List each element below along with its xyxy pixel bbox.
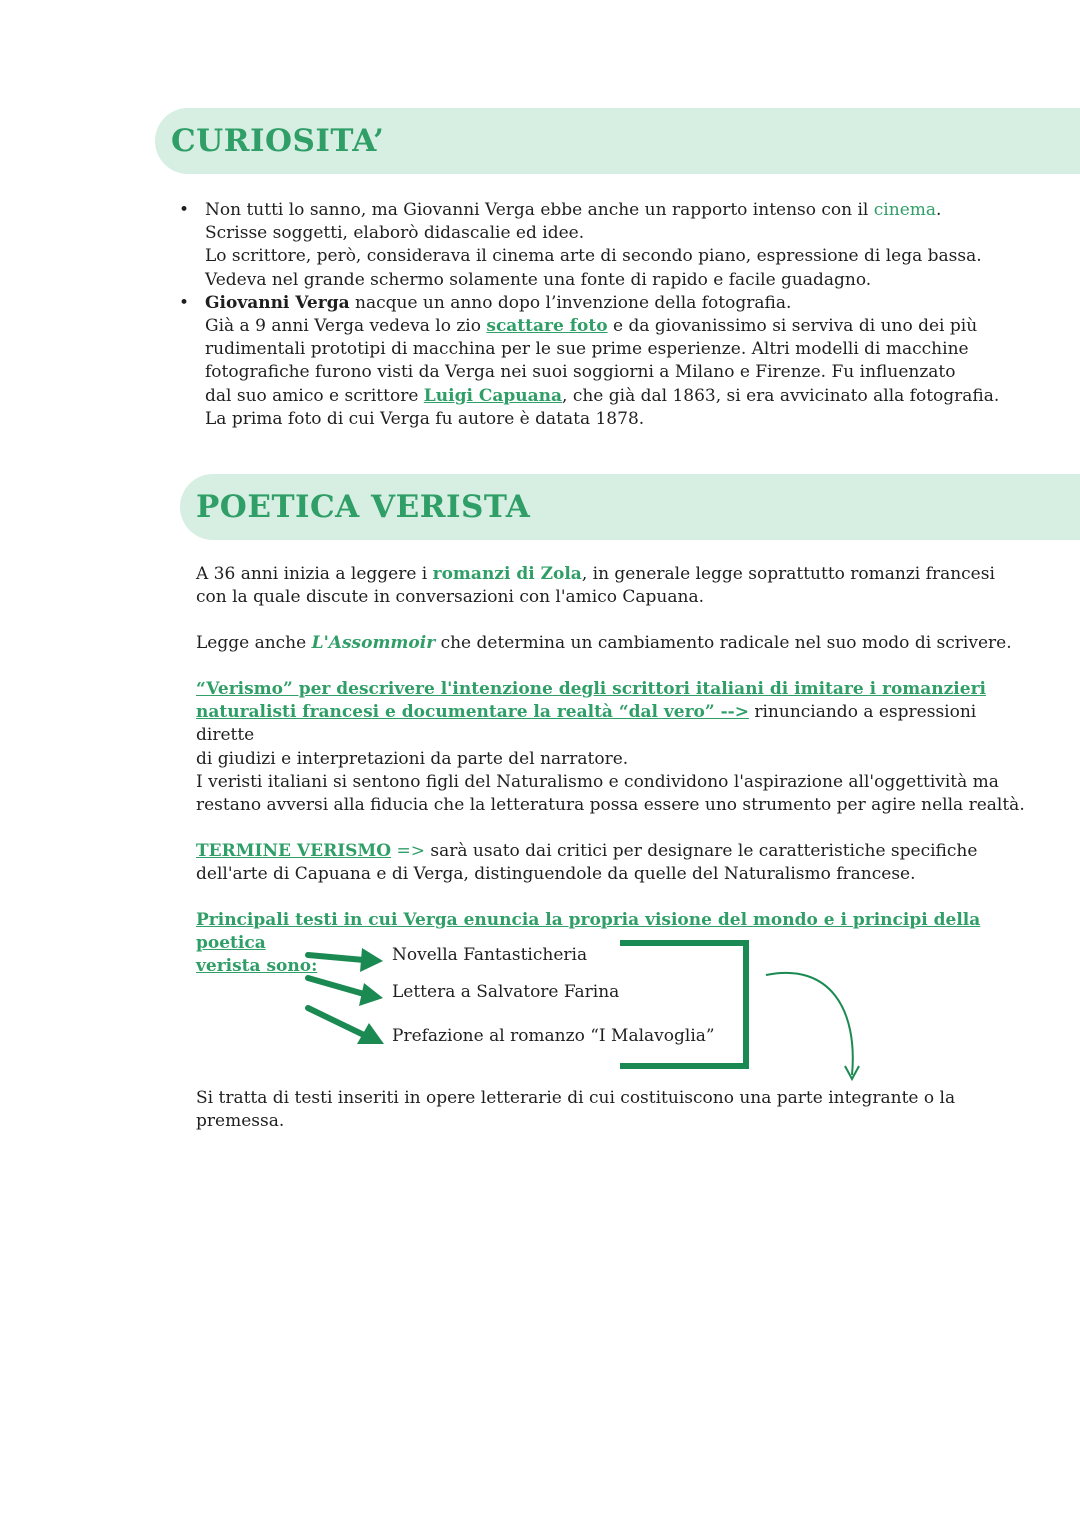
link-scattare-foto[interactable]: scattare foto [486,316,608,337]
curved-arrow-icon [766,973,853,1075]
arrow-icon [308,978,364,994]
poetica-p1: A 36 anni inizia a leggere i romanzi di Zola, in generale legge soprattutto romanzi francesi con la quale discute in conversazioni con l'amico Capuana. [196,564,995,608]
list-item: • Non tutti lo sanno, ma Giovanni Verga ebbe anche un rapporto intenso con il cinema. Scrisse soggetti, elaborò didascalie ed idee. Lo scrittore, però, considerava il cinema arte di secondo piano, espressione di lega bassa. Vedeva nel grande schermo solamente una fonte di rapido e facile guadagno. [179,200,982,290]
section-title: CURIOSITA’ [171,123,385,159]
curved-arrowhead-icon [845,1066,859,1079]
arrow-icon [308,1008,366,1036]
poetica-p2: Legge anche L'Assommoir che determina un cambiamento radicale nel suo modo di scrivere. [196,633,1012,653]
list-item-fantasticheria: Novella Fantasticheria [392,945,588,965]
link-verismo-2[interactable]: naturalisti francesi e documentare la realtà “dal vero” --> [196,702,749,723]
bullet-icon: • [179,292,190,313]
section-header-poetica [180,474,1080,540]
poetica-p3: “Verismo” per descrivere l'intenzione degli scrittori italiani di imitare i romanzieri naturalisti francesi e documentare la realtà “dal vero” --> rinunciando a espressioni dirette di giudizi e interpretazioni da parte del narratore. [196,679,986,769]
link-luigi-capuana[interactable]: Luigi Capuana [423,385,563,406]
list-item-prefazione-malavoglia: Prefazione al romanzo “I Malavoglia” [392,1026,715,1046]
link-termine-verismo[interactable]: TERMINE VERISMO [196,841,392,861]
link-verista-sono[interactable]: verista sono: [196,956,318,977]
poetica-p6 [196,909,1026,979]
bullet-icon: • [179,200,190,220]
poetica-p5: TERMINE VERISMO => sarà usato dai critici per designare le caratteristiche specifiche dell'arte di Capuana e di Verga, distinguendole da quelle del Naturalismo francese. [196,841,978,885]
poetica-p4: I veristi italiani si sentono figli del Naturalismo e condividono l'aspirazione all'oggettività ma restano avversi alla fiducia che la letteratura possa essere uno strumento per agire nella realtà. [196,772,1025,816]
list-item: • Giovanni Verga nacque un anno dopo l’invenzione della fotografia. Già a 9 anni Verga vedeva lo zio scattare foto e da giovanissimo si serviva di uno dei più rudimentali prototipi di macchina per le sue prime esperienze. Altri modelli di macchine fotografiche furono visti da Verga nei suoi soggiorni a Milano e Firenze. Fu influenzato dal suo amico e scrittore Luigi Capuana, che già dal 1863, si era avvicinato alla fotografia. La prima foto di cui Verga fu autore è datata 1878. [179,292,1000,429]
section-header-curiosita [155,108,1080,174]
link-principali-testi[interactable]: Principali testi in cui Verga enuncia la propria visione del mondo e i principi della poetica [196,910,981,954]
section-title: POETICA VERISTA [196,489,531,525]
arrowhead-icon [357,1023,384,1044]
link-verismo[interactable]: “Verismo” per descrivere l'intenzione degli scrittori italiani di imitare i romanzieri [196,679,986,699]
poetica-p7: Si tratta di testi inseriti in opere letterarie di cui costituiscono una parte integrante o la premessa. [196,1088,956,1132]
arrowhead-icon [359,983,383,1006]
curiosita-list [179,199,1005,431]
list-item-lettera-farina: Lettera a Salvatore Farina [392,982,620,1002]
